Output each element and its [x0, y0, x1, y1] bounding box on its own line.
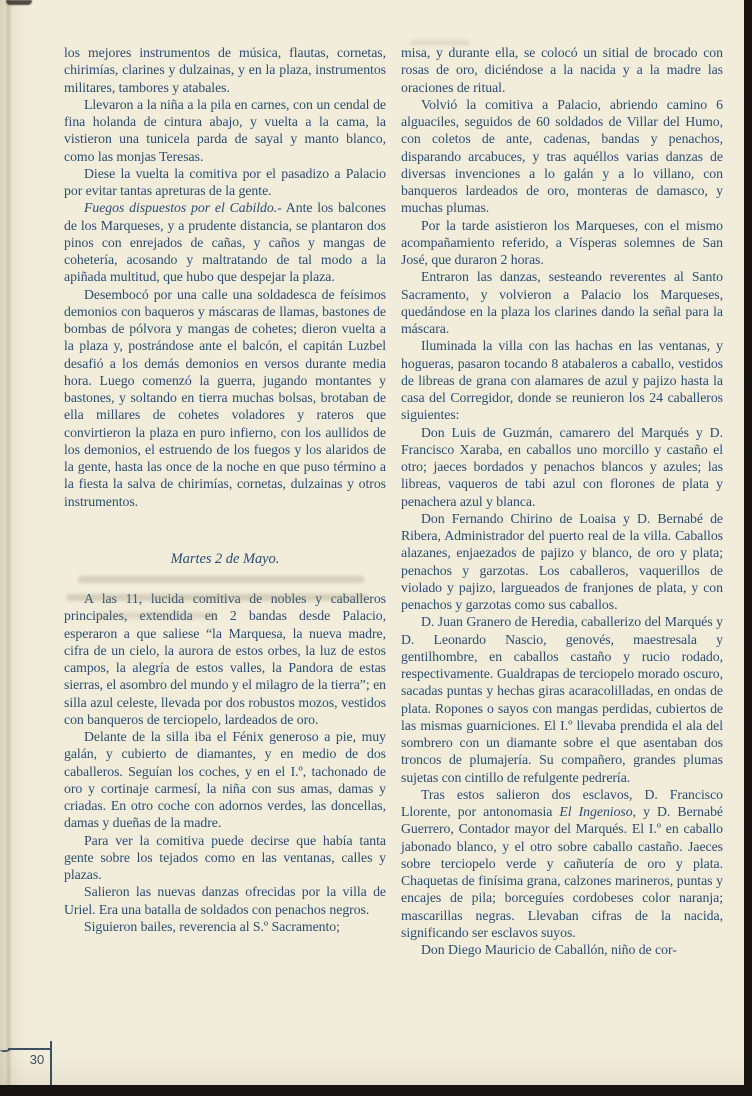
paragraph: [64, 832, 386, 884]
italic-text-run: El Ingenioso: [559, 804, 633, 819]
paragraph: [401, 44, 723, 96]
text-run: Siguieron bailes, reverencia al S.º Sacramento;: [84, 918, 340, 934]
text-run: Entraron las danzas, sesteando reverentes al Santo Sacramento, y volvieron a Palacio los Marqueses, quedándose en la plaza los clarines dando la señal para la máscara.: [401, 269, 723, 336]
text-run: Para ver la comitiva puede decirse que había tanta gente sobre los tejados como en las ventanas, calles y plazas.: [64, 832, 386, 882]
text-run: Ante los balcones de los Marqueses, y a prudente distancia, se plantaron dos pinos con enrejados de cañas, y caños y mangas de cohetería, acosando y maltratando de tal modo a la apiñada multitud, que hubo que despejar la plaza.: [64, 200, 386, 285]
text-run: Volvió la comitiva a Palacio, abriendo camino 6 alguaciles, seguidos de 60 soldados de Villar del Humo, con coletos de ante, cadenas, bandas y penachos, disparando arcabuces, y tras aquéllos varias danzas de diversas invenciones a lo galán y a lo villano, con banqueros lardeados de oro, monteras de damasco, y muchas plumas.: [401, 96, 723, 216]
ink-bleedthrough-artifact: [66, 594, 368, 601]
paragraph: [401, 268, 723, 337]
scan-artifact-smudge: [6, 0, 32, 5]
paragraph: [401, 424, 723, 510]
text-run: Iluminada la villa con las hachas en las ventanas, y hogueras, pasaron tocando 8 atabaleros a caballo, vestidos de libreas de grana con alamares de azul y pajizo hasta la casa del Corregidor, donde se reunieron los 24 caballeros siguientes:: [401, 338, 723, 423]
corner-mark-horizontal-line: [8, 1048, 52, 1050]
binding-gutter-crease: [7, 0, 10, 1096]
paragraph: [64, 286, 386, 510]
paragraph: [401, 217, 723, 269]
two-column-text-block: [64, 44, 723, 958]
paragraph: [64, 728, 386, 832]
text-run: Salieron las nuevas danzas ofrecidas por la villa de Uriel. Era una batalla de soldados con penachos negros.: [64, 884, 386, 917]
paragraph: [64, 44, 386, 96]
paragraph: [401, 337, 723, 423]
paragraph: [64, 96, 386, 165]
paragraph: [401, 941, 723, 958]
ink-bleedthrough-artifact: [78, 576, 364, 583]
paragraph: [64, 165, 386, 200]
text-run: Don Fernando Chirino de Loaisa y D. Bernabé de Ribera, Administrador del puerto real de la villa. Caballos alazanes, enjaezados de pajizo y blanco, de oro y plata; penachos y garzotas. Los caballeros, vaquerillos de violado y pajizo, largueados de franjones de plata, y con penachos y garzotas como sus caballos.: [401, 510, 723, 612]
paragraph: [401, 96, 723, 217]
text-run: Delante de la silla iba el Fénix generoso a pie, muy galán, y cubierto de diamantes, y en medio de dos caballeros. Seguían los coches, y en el I.º, tachonado de oro y cortinaje carmesí, la niña con sus amas, damas y criadas. En otro coche con adornos verdes, las doncellas, damas y dueñas de la madre.: [64, 729, 386, 831]
paragraph: [64, 883, 386, 918]
paragraph: [64, 199, 386, 285]
text-run: Martes 2 de Mayo.: [170, 550, 280, 567]
text-run: D. Juan Granero de Heredia, caballerizo del Marqués y D. Leonardo Nascio, genovés, maestresala y gentilhombre, en caballos castaño y rucio rodado, respectivamente. Gualdrapas de terciopelo morado oscuro, sacadas puntas y hechas giras acaracolilladas, en ondas de plata. Ropones o sayos con mangas perdidas, cubiertos de las mismas guarniciones. El I.º llevaba prendida el ala del sombrero con un diamante sobre el que asentaban dos troncos de plumajería. Su compañero, grandes plumas sujetas con cintillo de refulgente pedrería.: [401, 614, 723, 785]
text-run: misa, y durante ella, se colocó un sitial de brocado con rosas de oro, diciéndose a la nacida y a la madre las oraciones de ritual.: [401, 45, 723, 95]
text-column-right: [401, 44, 723, 958]
text-run: los mejores instrumentos de música, flautas, cornetas, chirimías, clarines y dulzainas, y en la plaza, instrumentos militares, tambores y atabales.: [64, 45, 386, 95]
text-run: Desembocó por una calle una soldadesca de feísimos demonios con baqueros y máscaras de llamas, bastones de bombas de pólvora y mangas de cohetes; dieron vuelta a la plaza y, postrándose ante el balcón, el capitán Luzbel desafió a los demás demonios en versos durante media hora. Luego comenzó la guerra, jugando montantes y bastones, y soltando en tierra muchas bolsas, brotaban de ella millares de cohetes voladores y rateros que convirtieron la plaza en puro infierno, con los aullidos de los demonios, el estruendo de los fuegos y los alaridos de la gente, hasta las once de la noche en que puso término a la fiesta la salva de chirimías, cornetas, dulzainas y otros instrumentos.: [64, 286, 386, 509]
ink-bleedthrough-artifact: [410, 40, 470, 46]
text-run: Don Diego Mauricio de Caballón, niño de cor-: [421, 942, 677, 957]
text-run: Don Luis de Guzmán, camarero del Marqués y D. Francisco Xaraba, en caballos uno morcillo y castaño el otro; jaeces bordados y penachos blancos y azules; las libreas, vaqueros de tabi azul con florones de plata y penachera azul y blanca.: [401, 424, 723, 509]
paragraph: [401, 510, 723, 614]
section-heading: [64, 551, 386, 568]
ink-bleedthrough-artifact: [96, 612, 216, 619]
scan-border-right: [744, 0, 752, 1096]
paragraph: [64, 590, 386, 728]
italic-text-run: Fuegos dispuestos por el Cabildo.-: [84, 200, 282, 216]
scan-border-bottom: [0, 1085, 752, 1096]
text-run: Llevaron a la niña a la pila en carnes, con un cendal de fina holanda de cintura abajo, y vuelta a la cama, la vistieron una tunicela parda de sayal y manto blanco, como las monjas Teresas.: [64, 96, 386, 164]
paragraph: [401, 786, 723, 941]
text-run: Diese la vuelta la comitiva por el pasadizo a Palacio por evitar tantas apreturas de la gente.: [64, 165, 386, 198]
text-run: A las 11, lucida comitiva de nobles y caballeros principales, extendida en 2 bandas desde Palacio, esperaron a que saliese “la Marquesa, la nueva madre, cifra de un cielo, la aurora de estos orbes, la luz de estos campos, la alegría de estos valles, la Pandora de estas sierras, el asombro del mundo y el milagro de la tierra”; en silla azul celeste, llevada por dos robustos mozos, vestidos con banqueros de terciopelo, lardeados de oro.: [64, 591, 386, 727]
paragraph: [64, 918, 386, 935]
paragraph: [401, 613, 723, 786]
text-run: Tras estos salieron dos esclavos, D. Francisco Llorente, por antonomasia: [401, 786, 723, 819]
text-column-left: [64, 44, 386, 958]
page-number: 30: [29, 1052, 45, 1067]
text-run: , y D. Bernabé Guerrero, Contador mayor del Marqués. El I.º en caballo jabonado blanco, y el otro sobre caballo castaño. Jaeces sobre terciopelo verde y cañutería de oro y plata. Chaquetas de finísima grana, calzones marineros, puntas y encajes de pila; borceguíes cordobeses color naranja; mascarillas negras. Llevaban cifras de la nacida, significando ser esclavos suyos.: [401, 804, 723, 940]
text-run: Por la tarde asistieron los Marqueses, con el mismo acompañamiento referido, a Vísperas solemnes de San José, que duraron 2 horas.: [401, 217, 723, 267]
